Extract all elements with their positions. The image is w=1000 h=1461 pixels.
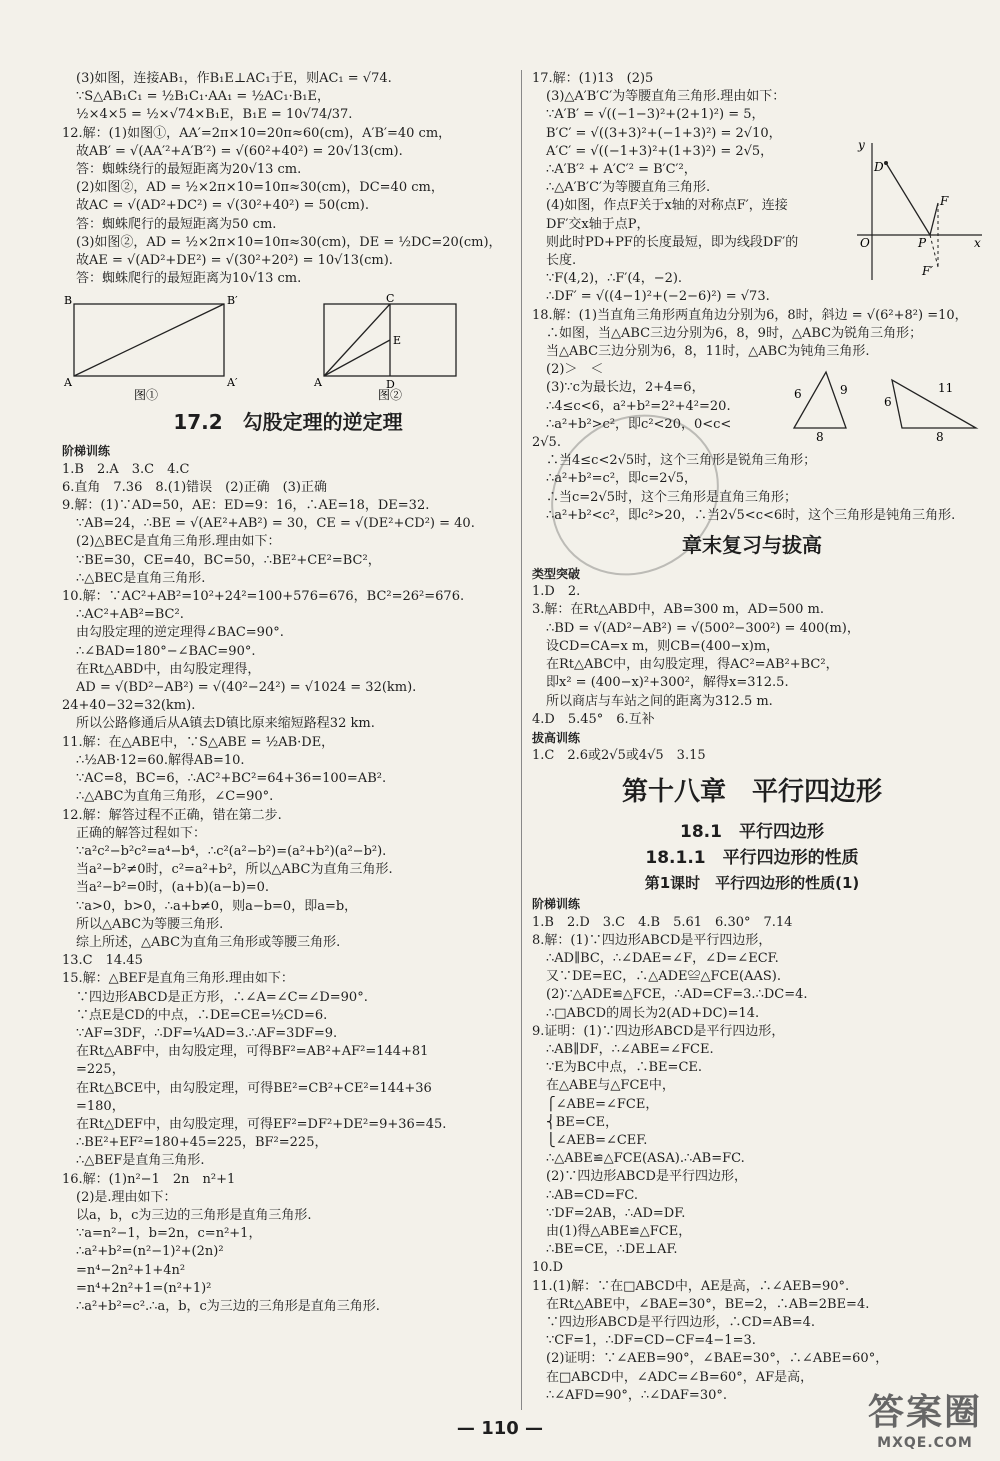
answer-line: ∴△A′B′C′为等腰直角三角形. [546, 180, 711, 196]
answer-line: 当△ABC三边分别为6，8，11时，△ABC为钝角三角形. [546, 344, 870, 360]
answer-line: ∵AB=24，∴BE = √(AE²+AB²) = 30，CE = √(DE²+CD²) = 40. [76, 516, 475, 532]
answer-line: 2√5. [532, 435, 561, 451]
answer-line: ∵A′B′ = √((−1−3)²+(2+1)²) = 5， [546, 107, 765, 123]
answer-line: (3)∵c为最长边，2+4=6， [546, 380, 705, 396]
answer-line: 答：蜘蛛爬行的最短距离为50 cm. [76, 216, 277, 232]
answer-block-review [532, 583, 972, 729]
answer-line: ∴a²+b²<c²，即c²>20，∴当2√5<c<6时，这个三角形是钝角三角形. [546, 507, 956, 523]
answer-line: ∴△BEF是直角三角形. [76, 1153, 205, 1169]
column-divider [521, 70, 522, 1410]
tri1-side-a: 6 [794, 387, 802, 401]
lesson-title-1: 第1课时 平行四边形的性质(1) [644, 874, 860, 893]
watermark-main: 答案圈 [867, 1392, 982, 1433]
answer-line: =225， [76, 1062, 125, 1078]
answer-line: 所以△ABC为等腰三角形. [76, 916, 224, 932]
origin-label: O [860, 236, 870, 250]
answer-line: ∵F(4,2)，∴F′(4，−2). [546, 271, 683, 287]
left-column [62, 70, 514, 1316]
answer-line: 在Rt△BCE中，由勾股定理，可得BE²=CB²+CE²=144+36 [76, 1080, 432, 1096]
answer-line: 18.解：(1)当直角三角形两直角边分别为6，8时，斜边 = √(6²+8²) =10， [532, 307, 968, 323]
tri1-side-b: 9 [840, 383, 848, 397]
answer-block-left-main [62, 461, 514, 1317]
tri1-side-c: 8 [816, 430, 824, 442]
answer-line: ∵S△AB₁C₁ = ½B₁C₁·AA₁ = ½AC₁·B₁E， [76, 89, 330, 105]
answer-line: 即x² = (400−x)²+300²，解得x=312.5. [546, 675, 789, 691]
answer-line: ∴AB=CD=FC. [546, 1187, 639, 1203]
answer-line: ⎧∠ABE=∠FCE， [546, 1096, 659, 1112]
answer-line: 在Rt△ABC中，由勾股定理，得AC²=AB²+BC²， [546, 657, 839, 673]
acute-triangle [794, 372, 846, 428]
answer-block-left-top [62, 70, 514, 288]
answer-line: 11.解：在△ABE中，∵S△ABE = ½AB·DE， [62, 734, 335, 750]
answer-line: (2)△BEC是直角三角形.理由如下： [76, 534, 281, 550]
page-number: — 110 — [456, 1418, 544, 1439]
coordinate-figure [852, 135, 992, 285]
answer-line: ∴AC²+AB²=BC². [76, 607, 184, 623]
answer-line: 在Rt△ABE中，∠BAE=30°，BE=2，∴AB=2BE=4. [546, 1296, 870, 1312]
watermark-sub: MXQE.COM [877, 1435, 973, 1451]
section-title-review: 章末复习与拔高 [682, 533, 822, 558]
answer-line: (2)∵△ADE≌△FCE，∴AD=CF=3.∴DC=4. [546, 987, 808, 1003]
answer-line: (3)如图②，AD = ½×2π×10=10π≈30(cm)，DE = ½DC=20(cm)， [76, 234, 502, 250]
answer-line: 4.D 5.45° 6.互补 [532, 711, 655, 727]
answer-line: 故AE = √(AD²+DE²) = √(30²+20²) = 10√13(cm). [76, 253, 393, 269]
answer-line: ∵E为BC中点，∴BE=CE. [546, 1060, 703, 1076]
answer-line: 故AC = √(AD²+DC²) = √(30²+40²) = 50(cm). [76, 198, 369, 214]
fig2-label-E: E [393, 334, 402, 348]
answer-line: ∵a²c²−b²c²=a⁴−b⁴，∴c²(a²−b²)=(a²+b²)(a²−b²). [76, 843, 387, 859]
answer-line: ∴BD = √(AD²−AB²) = √(500²−300²) = 400(m)， [546, 620, 860, 636]
answer-line: B′C′ = √((3+3)²+(−1+3)²) = 2√10， [546, 125, 782, 141]
tag-steps: 阶梯训练 [62, 444, 111, 459]
answer-line: ∵a=n²−1，b=2n，c=n²+1， [76, 1226, 262, 1242]
answer-line: 在Rt△DEF中，由勾股定理，可得EF²=DF²+DE²=9+36=45. [76, 1116, 447, 1132]
chapter-title-18: 第十八章 平行四边形 [621, 777, 882, 808]
answer-line: 以a，b，c为三边的三角形是直角三角形. [76, 1207, 312, 1223]
answer-line: ∵AC=8，BC=6，∴AC²+BC²=64+36=100=AB². [76, 771, 387, 787]
fig1-caption: 图① [134, 388, 159, 403]
fig1-diagonal [74, 304, 224, 376]
tag-types: 类型突破 [532, 567, 581, 582]
answer-line: ∴a²+b²>c²，即c²<20，0<c< [546, 416, 732, 432]
answer-line: ∴△ABE≌△FCE(ASA).∴AB=FC. [546, 1151, 745, 1167]
answer-line: 正确的解答过程如下： [76, 825, 207, 841]
point-label-D: D [874, 160, 884, 174]
answer-line: ∴a²+b²=c²，即c=2√5， [546, 471, 698, 487]
answer-line: 设CD=CA=x m，则CB=(400−x)m， [546, 638, 780, 654]
answer-line: ∴∠AFD=90°，∴∠DAF=30°. [546, 1387, 727, 1403]
tri2-side-a: 6 [884, 395, 892, 409]
answer-line: 1.D 2. [532, 584, 581, 600]
answer-line: 12.解：解答过程不正确，错在第二步. [62, 807, 282, 823]
answer-line: 3.解：在Rt△ABD中，AB=300 m，AD=500 m. [532, 602, 824, 618]
answer-line: ∵四边形ABCD是正方形，∴∠A=∠C=∠D=90°. [76, 989, 368, 1005]
answer-line: (4)如图，作点F关于x轴的对称点F′，连接 [546, 198, 788, 214]
segment-PF [930, 203, 938, 235]
fig2-line-AE [324, 340, 390, 376]
answer-line: 9.证明：(1)∵四边形ABCD是平行四边形， [532, 1023, 785, 1039]
answer-line: ∴4≤c<6，a²+b²=2²+4²=20. [546, 398, 731, 414]
fig1-label-Ap: A′ [227, 376, 238, 390]
answer-line: ∴BE²+EF²=180+45=225，BF²=225， [76, 1135, 328, 1151]
section-title-18-1: 18.1 平行四边形 [680, 822, 824, 843]
point-label-Fp: F′ [922, 264, 934, 278]
fig2-line-AC [324, 304, 390, 376]
answer-line: 15.解：△BEF是直角三角形.理由如下： [62, 971, 294, 987]
fig2-label-C: C [386, 292, 395, 306]
answer-line: 故AB′ = √(AA′²+A′B′²) = √(60²+40²) = 20√13(cm). [76, 143, 403, 159]
advance-answers: 1.C 2.6或2√5或4√5 3.15 [532, 748, 706, 764]
fig1-label-B: B [64, 294, 73, 308]
section-title-17-2: 17.2 勾股定理的逆定理 [173, 410, 403, 435]
answer-line: 12.解：(1)如图①，AA′=2π×10=20π≈60(cm)，A′B′=40 cm， [62, 125, 452, 141]
answer-line: (3)如图，连接AB₁，作B₁E⊥AC₁于E，则AC₁ = √74. [76, 71, 392, 86]
answer-line: 当a²−b²≠0时，c²=a²+b²，所以△ABC为直角三角形. [76, 862, 393, 878]
answer-line: 所以商店与车站之间的距离为312.5 m. [546, 693, 773, 709]
answer-line: ∴□ABCD的周长为2(AD+DC)=14. [546, 1005, 760, 1021]
answer-line: 9.解：(1)∵AD=50，AE：ED=9：16，∴AE=18，DE=32. [62, 498, 430, 514]
figures-1-2 [62, 292, 462, 402]
answer-line: 当a²−b²=0时，(a+b)(a−b)=0. [76, 880, 270, 896]
answer-line: 13.C 14.45 [62, 953, 143, 969]
axis-label-y: y [858, 138, 865, 152]
answer-line: 1.B 2.A 3.C 4.C [62, 461, 190, 477]
answer-line: 答：蜘蛛爬行的最短距离为10√13 cm. [76, 271, 302, 287]
point-label-P: P [918, 236, 927, 250]
answer-line: (2)证明：∵∠AEB=90°，∠BAE=30°，∴∠ABE=60°， [546, 1351, 889, 1367]
answer-line: =n⁴+2n²+1=(n²+1)² [76, 1280, 212, 1296]
answer-line: (2)∵四边形ABCD是平行四边形， [546, 1169, 747, 1185]
answer-line: DF′交x轴于点P， [546, 216, 650, 232]
tag-steps-2: 阶梯训练 [532, 897, 581, 912]
answer-line: ⎨BE=CE， [546, 1114, 619, 1130]
answer-line: ∵点E是CD的中点，∴DE=CE=½CD=6. [76, 1007, 328, 1023]
answer-line: 24+40−32=32(km). [62, 698, 196, 714]
answer-line: ∵BE=30，CE=40，BC=50，∴BE²+CE²=BC²， [76, 552, 381, 568]
answer-line: (2)是.理由如下： [76, 1189, 177, 1205]
point-D [884, 161, 888, 165]
answer-line: 则此时PD+PF的长度最短，即为线段DF′的 [546, 234, 799, 250]
segment-DP [886, 163, 930, 235]
answer-line: ∴当c=2√5时，这个三角形是直角三角形； [546, 489, 797, 505]
point-label-F: F [940, 194, 949, 208]
answer-line: 在△ABE与△FCE中， [546, 1078, 675, 1094]
answer-line: 长度. [546, 253, 577, 269]
answer-line: ∵a>0，b>0，∴a+b≠0，则a−b=0，即a=b， [76, 898, 358, 914]
answer-block-ch18 [532, 914, 972, 1405]
tri2-side-c: 8 [936, 430, 944, 442]
answer-line: AD = √(BD²−AB²) = √(40²−24²) = √1024 = 32(km). [76, 680, 417, 696]
answer-line: 10.D [532, 1260, 564, 1276]
answer-line: 8.解：(1)∵四边形ABCD是平行四边形， [532, 932, 772, 948]
tri2-side-b: 11 [938, 381, 954, 395]
answer-line: A′C′ = √((−1+3)²+(1+3)²) = 2√5， [546, 143, 774, 159]
answer-line: ∴∠BAD=180°−∠BAC=90°. [76, 643, 256, 659]
axis-label-x: x [974, 236, 981, 250]
answer-line: ∴DF′ = √((4−1)²+(−2−6)²) = √73. [546, 289, 770, 305]
triangles-figure [780, 362, 985, 442]
answer-line: ∵AF=3DF，∴DF=¼AD=3.∴AF=3DF=9. [76, 1025, 338, 1041]
answer-line: ∴当4≤c<2√5时，这个三角形是锐角三角形； [546, 453, 817, 469]
fig1-label-Bp: B′ [227, 294, 238, 308]
answer-line: 在Rt△ABF中，由勾股定理，可得BF²=AB²+AF²=144+81 [76, 1044, 429, 1060]
answer-line: ∴AD∥BC，∴∠DAE=∠F，∠D=∠ECF. [546, 950, 779, 966]
answer-line: =n⁴−2n²+1+4n² [76, 1262, 186, 1278]
answer-line: 综上所述，△ABC为直角三角形或等腰三角形. [76, 934, 341, 950]
answer-line: ∴a²+b²=c².∴a，b，c为三边的三角形是直角三角形. [76, 1298, 380, 1314]
answer-line: 17.解：(1)13 (2)5 [532, 71, 654, 86]
segment-PFp [930, 235, 938, 267]
answer-line: (2)如图②，AD = ½×2π×10=10π≈30(cm)，DC=40 cm， [76, 180, 444, 196]
answer-line: (2)＞ ＜ [546, 362, 604, 378]
answer-line: ½×4×5 = ½×√74×B₁E，B₁E = 10√74/37. [76, 107, 353, 123]
subsection-title-18-1-1: 18.1.1 平行四边形的性质 [645, 848, 859, 869]
answer-line: 由勾股定理的逆定理得∠BAC=90°. [76, 625, 284, 641]
answer-line: ∴½AB·12=60.解得AB=10. [76, 752, 245, 768]
answer-line: ∵DF=2AB，∴AD=DF. [546, 1205, 686, 1221]
fig2-label-A: A [314, 376, 322, 390]
answer-line: 6.直角 7.36 8.(1)错误 (2)正确 (3)正确 [62, 479, 327, 495]
answer-line: 10.解：∵AC²+AB²=10²+24²=100+576=676，BC²=26²=676. [62, 589, 465, 605]
answer-line: ∴如图，当△ABC三边分别为6，8，9时，△ABC为锐角三角形； [546, 325, 923, 341]
answer-line: (3)△A′B′C′为等腰直角三角形.理由如下： [546, 89, 786, 105]
answer-line: ∵四边形ABCD是平行四边形，∴CD=AB=4. [546, 1314, 816, 1330]
tag-advance: 拔高训练 [532, 730, 581, 745]
answer-line: 所以公路修通后从A镇去D镇比原来缩短路程32 km. [76, 716, 375, 732]
answer-line: ∴△ABC为直角三角形，∠C=90°. [76, 789, 274, 805]
fig2-label-D: D [386, 378, 395, 392]
obtuse-triangle [892, 380, 976, 428]
answer-line: 由(1)得△ABE≌△FCE， [546, 1223, 692, 1239]
answer-line: 11.(1)解：∵在□ABCD中，AE是高，∴∠AEB=90°. [532, 1278, 850, 1294]
answer-line: 又∵DE=EC，∴△ADE≌△FCE(AAS). [546, 969, 781, 985]
answer-line: =180， [76, 1098, 125, 1114]
answer-line: ⎩∠AEB=∠CEF. [546, 1132, 648, 1148]
answer-line: ∴△BEC是直角三角形. [76, 570, 206, 586]
answer-line: 1.B 2.D 3.C 4.B 5.61 6.30° 7.14 [532, 914, 793, 930]
answer-line: ∵CF=1，∴DF=CD−CF=4−1=3. [546, 1333, 756, 1349]
answer-line: ∴BE=CE，∴DE⊥AF. [546, 1242, 678, 1258]
answer-line: ∴AB∥DF，∴∠ABE=∠FCE. [546, 1041, 714, 1057]
fig2-caption: 图② [378, 388, 403, 403]
answer-line: 在□ABCD中，∠ADC=∠B=60°，AF是高， [546, 1369, 814, 1385]
answer-line: 16.解：(1)n²−1 2n n²+1 [62, 1171, 236, 1187]
watermark [868, 1384, 982, 1451]
answer-line: ∴a²+b²=(n²−1)²+(2n)² [76, 1244, 224, 1260]
answer-line: ∴A′B′² + A′C′² = B′C′²， [546, 162, 697, 178]
fig1-label-A: A [64, 376, 72, 390]
answer-line: 在Rt△ABD中，由勾股定理得， [76, 661, 261, 677]
page-number-value: 110 [481, 1418, 519, 1439]
answer-line: 答：蜘蛛绕行的最短距离为20√13 cm. [76, 162, 302, 178]
